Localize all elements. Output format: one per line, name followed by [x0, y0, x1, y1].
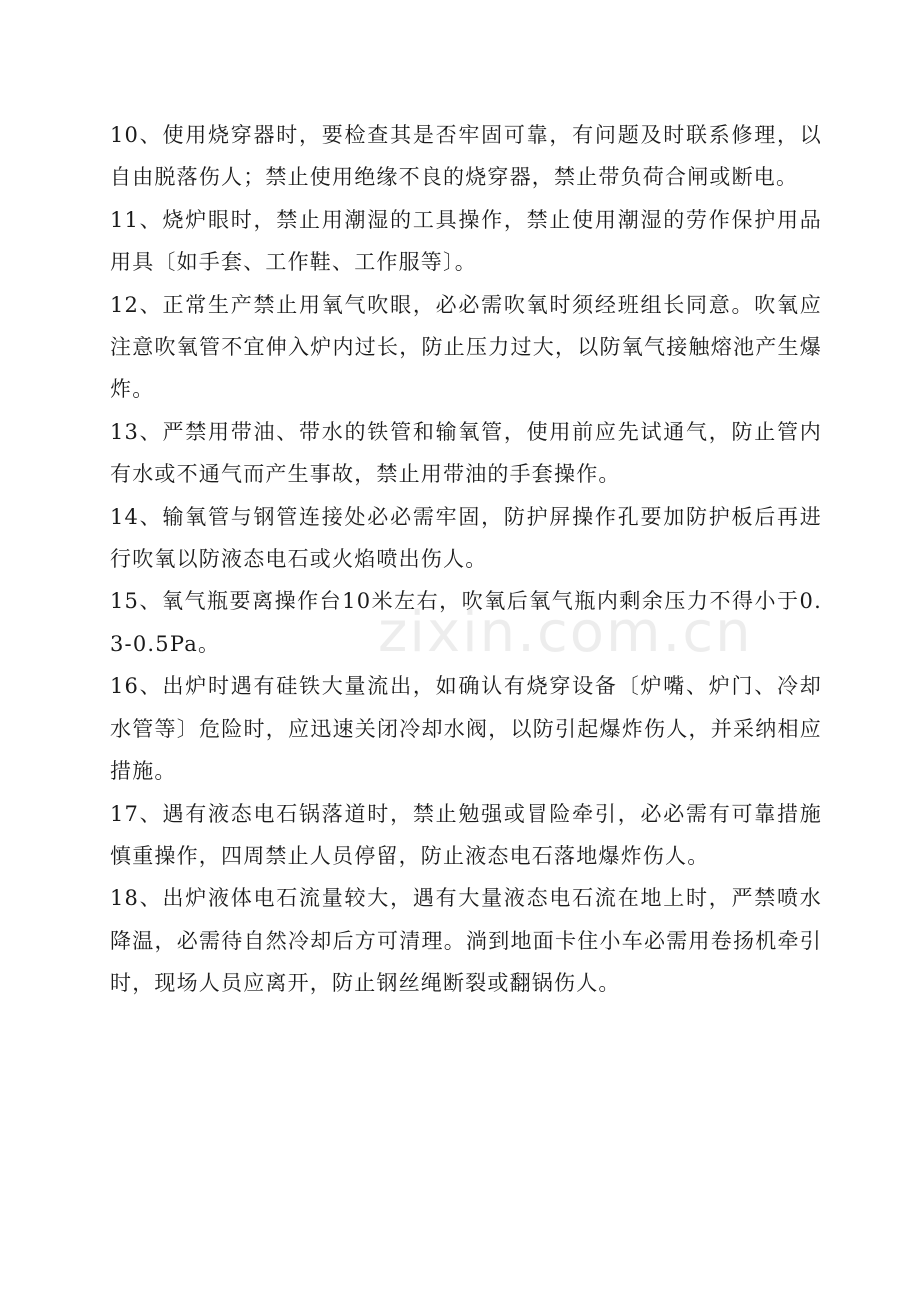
- paragraph-15: 15、氧气瓶要离操作台10米左右，吹氧后氧气瓶内剩余压力不得小于0.3-0.5Pa。: [110, 589, 822, 656]
- paragraph-16: 16、出炉时遇有硅铁大量流出，如确认有烧穿设备〔炉嘴、炉门、冷却水管等〕危险时，应迅速关闭冷却水阀，以防引起爆炸伤人，并采纳相应措施。: [110, 674, 822, 784]
- watermark-text: zixin.com.cn: [378, 600, 753, 665]
- paragraph-11: 11、烧炉眼时，禁止用潮湿的工具操作，禁止使用潮湿的劳作保护用品用具〔如手套、工作鞋、工作服等〕。: [110, 207, 822, 275]
- paragraph-17: 17、遇有液态电石锅落道时，禁止勉强或冒险牵引，必必需有可靠措施慎重操作，四周禁止人员停留，防止液态电石落地爆炸伤人。: [110, 801, 822, 868]
- document-body: [110, 114, 822, 1005]
- paragraph-13: 13、严禁用带油、带水的铁管和输氧管，使用前应先试通气，防止管内有水或不通气而产生事故，禁止用带油的手套操作。: [110, 419, 822, 487]
- paragraph-18: 18、出炉液体电石流量较大，遇有大量液态电石流在地上时，严禁喷水降温，必需待自然冷却后方可清理。淌到地面卡住小车必需用卷扬机牵引时，现场人员应离开，防止钢丝绳断裂或翻锅伤人。: [110, 886, 822, 996]
- paragraph-14: 14、输氧管与钢管连接处必必需牢固，防护屏操作孔要加防护板后再进行吹氧以防液态电石或火焰喷出伤人。: [110, 504, 822, 572]
- paragraph-12: 12、正常生产禁止用氧气吹眼，必必需吹氧时须经班组长同意。吹氧应注意吹氧管不宜伸入炉内过长，防止压力过大，以防氧气接触熔池产生爆炸。: [110, 292, 822, 402]
- paragraph-10: 10、使用烧穿器时，要检查其是否牢固可靠，有问题及时联系修理，以自由脱落伤人；禁止使用绝缘不良的烧穿器，禁止带负荷合闸或断电。: [110, 123, 822, 190]
